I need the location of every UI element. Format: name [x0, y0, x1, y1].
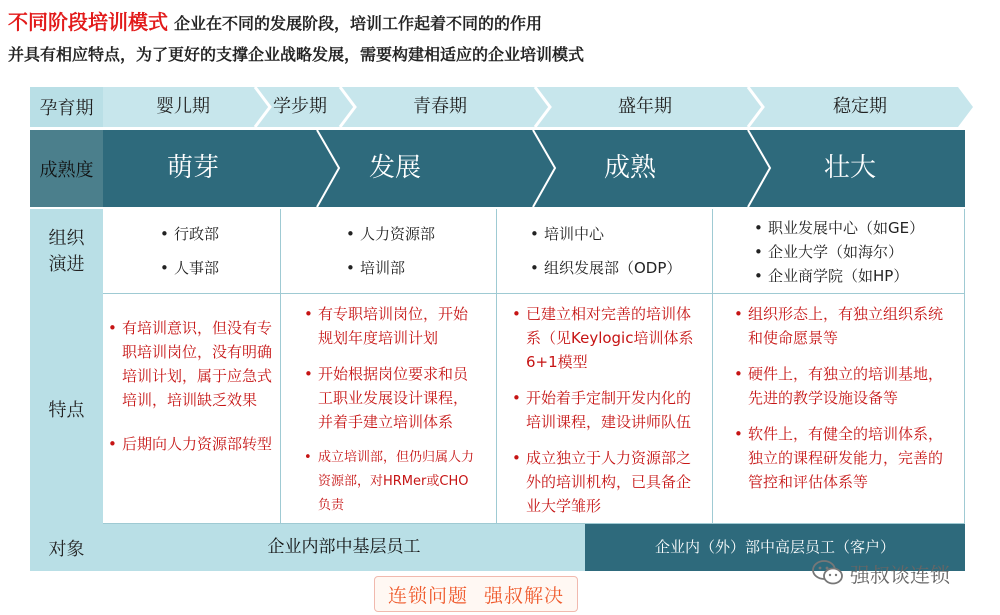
list-item: • 有培训意识，但没有专职培训岗位，没有明确培训计划，属于应急式培训，培训缺乏效果 — [108, 316, 274, 412]
row-divider — [103, 293, 965, 294]
bottom-tag-right: 强叔解决 — [484, 584, 565, 607]
bottom-tag-left: 连锁问题 — [387, 584, 468, 607]
list-item: • 企业大学（如海尔） — [754, 240, 960, 264]
maturity-sprout: 萌芽 — [166, 153, 219, 183]
row-label-org-line2: 演进 — [48, 253, 85, 275]
column-divider — [280, 209, 281, 524]
page-title — [8, 6, 542, 35]
title-highlight: 不同阶段培训模式 — [8, 10, 168, 34]
list-item: • 有专职培训岗位，开始规划年度培训计划 — [304, 302, 476, 350]
list-item: • 行政部 — [160, 222, 275, 246]
stage-stable: 稳定期 — [833, 96, 887, 117]
stage-prime: 盛年期 — [618, 96, 672, 117]
row-label-stage: 孕育期 — [30, 87, 103, 127]
title-rest: 企业在不同的发展阶段，培训工作起着不同的的作用 — [174, 14, 543, 33]
list-item: • 组织形态上，有独立组织系统和使命愿景等 — [734, 302, 956, 350]
list-item: • 培训中心 — [530, 222, 706, 246]
bottom-tag — [374, 576, 578, 612]
row-label-maturity: 成熟度 — [30, 130, 103, 207]
list-item: • 软件上，有健全的培训体系，独立的课程研发能力，完善的管控和评估体系等 — [734, 422, 956, 494]
org-cell-2 — [346, 222, 491, 290]
feature-cell-2 — [304, 302, 476, 530]
wechat-icon — [812, 559, 844, 587]
maturity-grow: 壮大 — [823, 153, 876, 183]
list-item: • 培训部 — [346, 256, 491, 280]
list-item: • 已建立相对完善的培训体系（见Keylogic培训体系6+1模型 — [512, 302, 704, 374]
list-item: • 企业商学院（如HP） — [754, 264, 960, 288]
maturity-develop: 发展 — [368, 153, 421, 183]
list-item: • 成立独立于人力资源部之外的培训机构，已具备企业大学雏形 — [512, 446, 704, 518]
list-item: • 人事部 — [160, 256, 275, 280]
org-cell-1 — [160, 222, 275, 290]
target-senior-staff: 企业内（外）部中高层员工（客户） — [585, 524, 965, 571]
list-item: • 组织发展部（ODP） — [530, 256, 706, 280]
row-label-target: 对象 — [30, 524, 103, 571]
watermark-text: 强叔谈连锁 — [850, 562, 950, 587]
maturity-mature: 成熟 — [603, 153, 656, 183]
stage-youth: 青春期 — [413, 96, 467, 117]
column-divider — [496, 209, 497, 524]
column-divider — [964, 209, 965, 524]
column-divider — [712, 209, 713, 524]
feature-cell-1 — [108, 316, 274, 468]
org-cell-3 — [530, 222, 706, 290]
list-item: • 开始根据岗位要求和员工职业发展设计课程，并着手建立培训体系 — [304, 362, 476, 434]
feature-cell-3 — [512, 302, 704, 530]
page-subtitle: 并具有相应特点，为了更好的支撑企业战略发展，需要构建相适应的企业培训模式 — [8, 45, 585, 64]
list-item: • 后期向人力资源部转型 — [108, 432, 274, 456]
list-item: • 职业发展中心（如GE） — [754, 216, 960, 240]
list-item: • 人力资源部 — [346, 222, 491, 246]
row-label-org — [30, 209, 103, 294]
target-internal-staff: 企业内部中基层员工 — [103, 524, 585, 571]
list-item: • 硬件上，有独立的培训基地，先进的教学设施设备等 — [734, 362, 956, 410]
feature-cell-4 — [734, 302, 956, 506]
stage-infant: 婴儿期 — [156, 96, 210, 117]
org-cell-4 — [754, 216, 960, 288]
row-label-features: 特点 — [30, 294, 103, 524]
list-item: • 成立培训部，但仍归属人力资源部，对HRMer或CHO负责 — [304, 446, 476, 518]
row-label-org-line1: 组织 — [48, 227, 85, 249]
watermark — [812, 546, 982, 600]
list-item: • 开始着手定制开发内化的培训课程，建设讲师队伍 — [512, 386, 704, 434]
stage-toddler: 学步期 — [273, 96, 327, 117]
